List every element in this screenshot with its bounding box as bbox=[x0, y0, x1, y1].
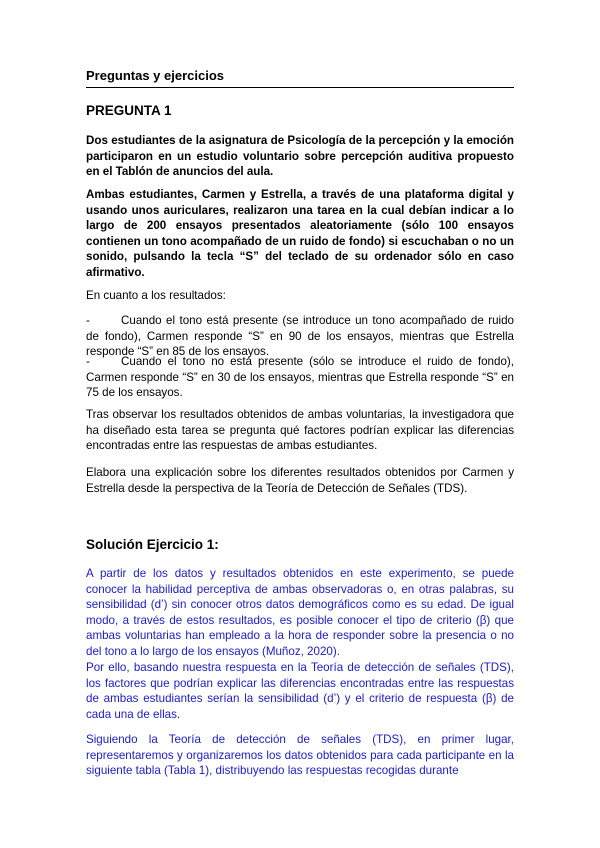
solution-paragraph-1: A partir de los datos y resultados obtenidos en este experimento, se puede conocer la habilidad perceptiva de ambas observadoras o, en otras palabras, su sensibilidad (d’) sin conocer otros datos demográficos como es su edad. De igual modo, a través de estos resultados, es posible conocer el tipo de criterio (β) que ambas voluntarias han empleado a la hora de responder sobre la presencia o no del tono a lo largo de los ensayos (Muñoz, 2020). bbox=[86, 567, 514, 658]
solution-title: Solución Ejercicio 1: bbox=[86, 537, 219, 552]
question-paragraph-2: Ambas estudiantes, Carmen y Estrella, a través de una plataforma digital y usando unos auriculares, realizaron una tarea en la cual debían indicar a lo largo de 200 ensayos presentados aleatoriamente (sólo 100 ensayos contienen un tono acompañado de un ruido de fondo) si escuchaban o no un sonido, pulsando la tecla “S” del teclado de su ordenador sólo en caso afirmativo. bbox=[86, 188, 514, 279]
solution-paragraph-3: Siguiendo la Teoría de detección de señales (TDS), en primer lugar, representaremos y organizaremos los datos obtenidos para cada participante en la siguiente tabla (Tabla 1), distribuyendo las respuestas recogidas durante bbox=[86, 733, 514, 778]
solution-paragraph-2: Por ello, basando nuestra respuesta en la Teoría de detección de señales (TDS), los factores que podrían explicar las diferencias encontradas entre las respuestas de ambas estudiantes serían la sensibilidad (d’) y el criterio de respuesta (β) de cada una de ellas. bbox=[86, 661, 514, 721]
question-paragraph-5: Elabora una explicación sobre los diferentes resultados obtenidos por Carmen y Estrella desde la perspectiva de la Teoría de Detección de Señales (TDS). bbox=[86, 466, 514, 495]
bullet-item-2 bbox=[86, 354, 514, 401]
section-heading: Preguntas y ejercicios bbox=[86, 68, 514, 88]
question-paragraph-3: En cuanto a los resultados: bbox=[86, 289, 226, 302]
bullet-text: Cuando el tono no está presente (sólo se introduce el ruido de fondo), Carmen responde “S” en 30 de los ensayos, mientras que Estrella responde “S” en 75 de los ensayos. bbox=[86, 355, 514, 400]
question-paragraph-1: Dos estudiantes de la asignatura de Psicología de la percepción y la emoción participaron en un estudio voluntario sobre percepción auditiva propuesto en el Tablón de anuncios del aula. bbox=[86, 134, 514, 179]
bullet-text: Cuando el tono está presente (se introduce un tono acompañado de ruido de fondo), Carmen responde “S” en 90 de los ensayos, mientras que Estrella responde “S” en 85 de los ensayos. bbox=[86, 314, 514, 359]
question-title: PREGUNTA 1 bbox=[86, 103, 172, 118]
bullet-dash: - bbox=[86, 314, 90, 327]
bullet-dash: - bbox=[86, 355, 90, 368]
bullet-item-1 bbox=[86, 313, 514, 360]
question-paragraph-4: Tras observar los resultados obtenidos de ambas voluntarias, la investigadora que ha diseñado esta tarea se pregunta qué factores podrían explicar las diferencias encontradas entre las respuestas de ambas estudiantes. bbox=[86, 408, 514, 453]
